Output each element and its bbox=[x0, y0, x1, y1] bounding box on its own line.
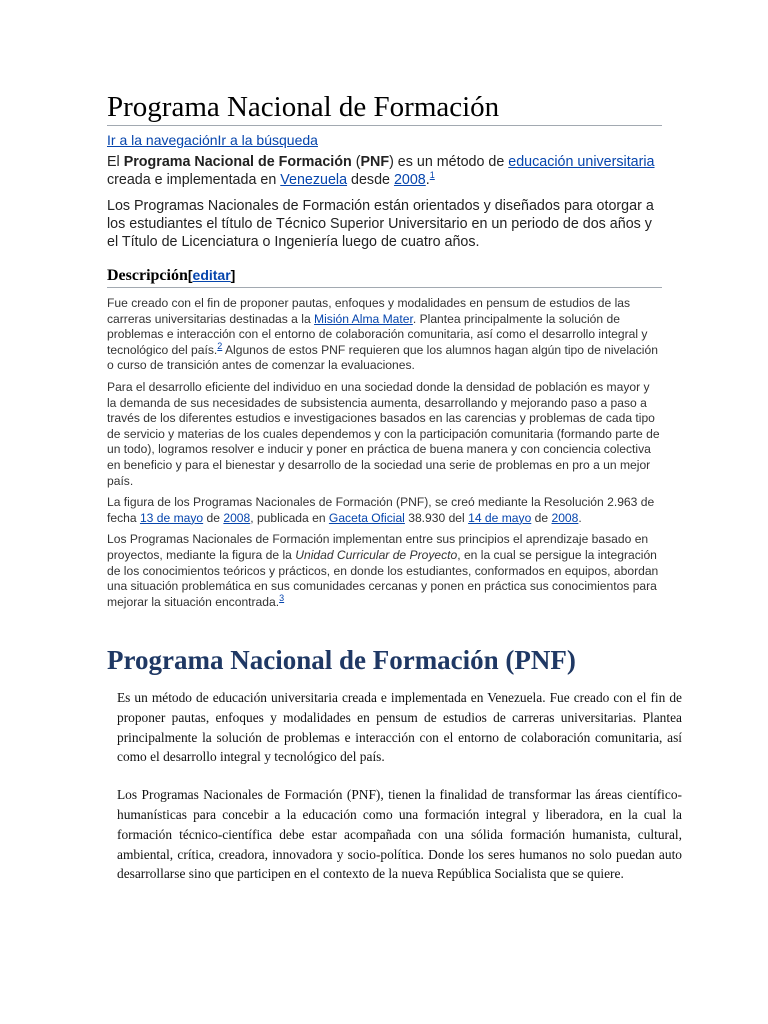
link-14-de-mayo[interactable]: 14 de mayo bbox=[468, 510, 532, 525]
text-run: ( bbox=[351, 154, 361, 170]
wiki-article bbox=[107, 90, 662, 616]
text-run: creada e implementada en bbox=[107, 172, 281, 188]
text-run: . bbox=[578, 510, 582, 525]
text-run: Los Programas Nacionales de Formación implementan entre sus principios el aprendizaje basado en proyectos, mediante la figura de la bbox=[107, 532, 649, 562]
bold-term: Programa Nacional de Formación bbox=[123, 154, 352, 170]
text-run: de bbox=[531, 510, 552, 525]
jump-links bbox=[107, 131, 662, 149]
second-paragraph-2: Los Programas Nacionales de Formación (PNF), tienen la finalidad de transformar las áreas científico-humanísticas para concebir a la educación como una formación integral y liberadora, en la cual la formación técnico-científica debe estar acompañada con una sólida formación humanista, cultural, ambiental, crítica, creadora, innovadora y socio-política. Donde los seres humanos no solo puedan auto desarrollarse sino que participen en el contexto de la nueva República Socialista que se quiere. bbox=[117, 787, 682, 882]
text-run: . bbox=[425, 172, 430, 188]
jump-to-search-link[interactable]: Ir a la búsqueda bbox=[217, 132, 318, 148]
italic-term: Unidad Curricular de Proyecto bbox=[295, 547, 458, 562]
second-body bbox=[117, 688, 682, 902]
reference-3[interactable]: 3 bbox=[279, 592, 285, 603]
link-13-de-mayo[interactable]: 13 de mayo bbox=[139, 510, 204, 525]
text-run: El bbox=[107, 154, 124, 170]
text-run: , publicada en bbox=[250, 510, 329, 525]
text-run: . Plantea principalmente la solución de problemas e interacción con el entorno de colaboración comunitaria, así como el desarrollo integral y tecnológico del país. bbox=[107, 311, 648, 357]
link-gaceta-oficial[interactable]: Gaceta Oficial bbox=[328, 510, 405, 525]
section-heading-descripcion bbox=[107, 265, 662, 288]
link-educacion-universitaria[interactable]: educación universitaria bbox=[508, 154, 655, 170]
lead-paragraph-1 bbox=[107, 153, 662, 189]
second-paragraph-1: Es un método de educación universitaria creada e implementada en Venezuela. Fue creado con el fin de proponer pautas, enfoques y modalidades en pensum de estudios de carreras universitarias. Plantea principalmente la solución de problemas e interacción con el entorno de colaboración comunitaria, así como el desarrollo integral y tecnológico del país. bbox=[117, 690, 682, 765]
reference-2[interactable]: 2 bbox=[217, 340, 223, 351]
edit-section-link[interactable]: editar bbox=[192, 267, 231, 283]
bold-acronym: PNF bbox=[360, 154, 390, 170]
jump-to-navigation-link[interactable]: Ir a la navegación bbox=[107, 132, 218, 148]
text-run: 38.930 del bbox=[404, 510, 469, 525]
link-2008-a[interactable]: 2008 bbox=[223, 510, 251, 525]
second-heading: Programa Nacional de Formación (PNF) bbox=[107, 645, 576, 675]
text-run: , en la cual se persigue la integración de los conocimientos teóricos y prácticos, en donde los estudiantes, conformados en equipos, abordan una situación problemática en sus comunidades cercanas y ponen en práctica sus conocimientos para mejorar la situación encontrada. bbox=[107, 547, 659, 609]
link-2008[interactable]: 2008 bbox=[393, 172, 426, 188]
text-run: de bbox=[203, 510, 224, 525]
text-run: ) es un método de bbox=[389, 154, 509, 170]
link-2008-b[interactable]: 2008 bbox=[551, 510, 579, 525]
edit-bracket-open: [ bbox=[187, 267, 193, 283]
description-paragraph-1 bbox=[107, 296, 662, 374]
text-run: La figura de los Programas Nacionales de Formación (PNF), se creó mediante la Resolución 2.963 de fecha bbox=[107, 495, 655, 525]
reference-1[interactable]: 1 bbox=[429, 170, 435, 181]
description-paragraph-2: Para el desarrollo eficiente del individuo en una sociedad donde la densidad de población es mayor y la demanda de sus necesidades de subsistencia aumenta, desarrollando y mejorando paso a paso a través de los diferentes estudios e investigaciones basados en las carencias y problemas de cada tipo de servicio y materias de los cuales dependemos y con la participación comunitaria (formando parte de un todo), logramos resolver e inducir y poner en práctica de buena manera y con conciencia colectiva en beneficio y para el bienestar y desarrollo de la sociedad una serie de problemas en pro a un mejor país. bbox=[107, 379, 660, 488]
text-run: Fue creado con el fin de proponer pautas, enfoques y modalidades en pensum de estudios de las carreras universitarias destinadas a la bbox=[107, 296, 631, 326]
section-heading-text: Descripción bbox=[107, 267, 188, 284]
page-title: Programa Nacional de Formación bbox=[107, 90, 662, 126]
link-venezuela[interactable]: Venezuela bbox=[280, 172, 348, 188]
description-paragraph-3 bbox=[107, 495, 662, 526]
edit-bracket-close: ] bbox=[230, 267, 236, 283]
lead-paragraph-2: Los Programas Nacionales de Formación están orientados y diseñados para otorgar a los estudiantes el título de Técnico Superior Universitario en un periodo de dos años y el Título de Licenciatura o Ingeniería luego de cuatro años. bbox=[107, 198, 654, 250]
link-mision-alma-mater[interactable]: Misión Alma Mater bbox=[314, 311, 413, 326]
text-run: Algunos de estos PNF requieren que los alumnos hagan algún tipo de nivelación o curso de transición antes de comenzar la evaluaciones. bbox=[107, 342, 658, 373]
description-paragraph-4 bbox=[107, 532, 662, 610]
text-run: desde bbox=[347, 172, 394, 188]
